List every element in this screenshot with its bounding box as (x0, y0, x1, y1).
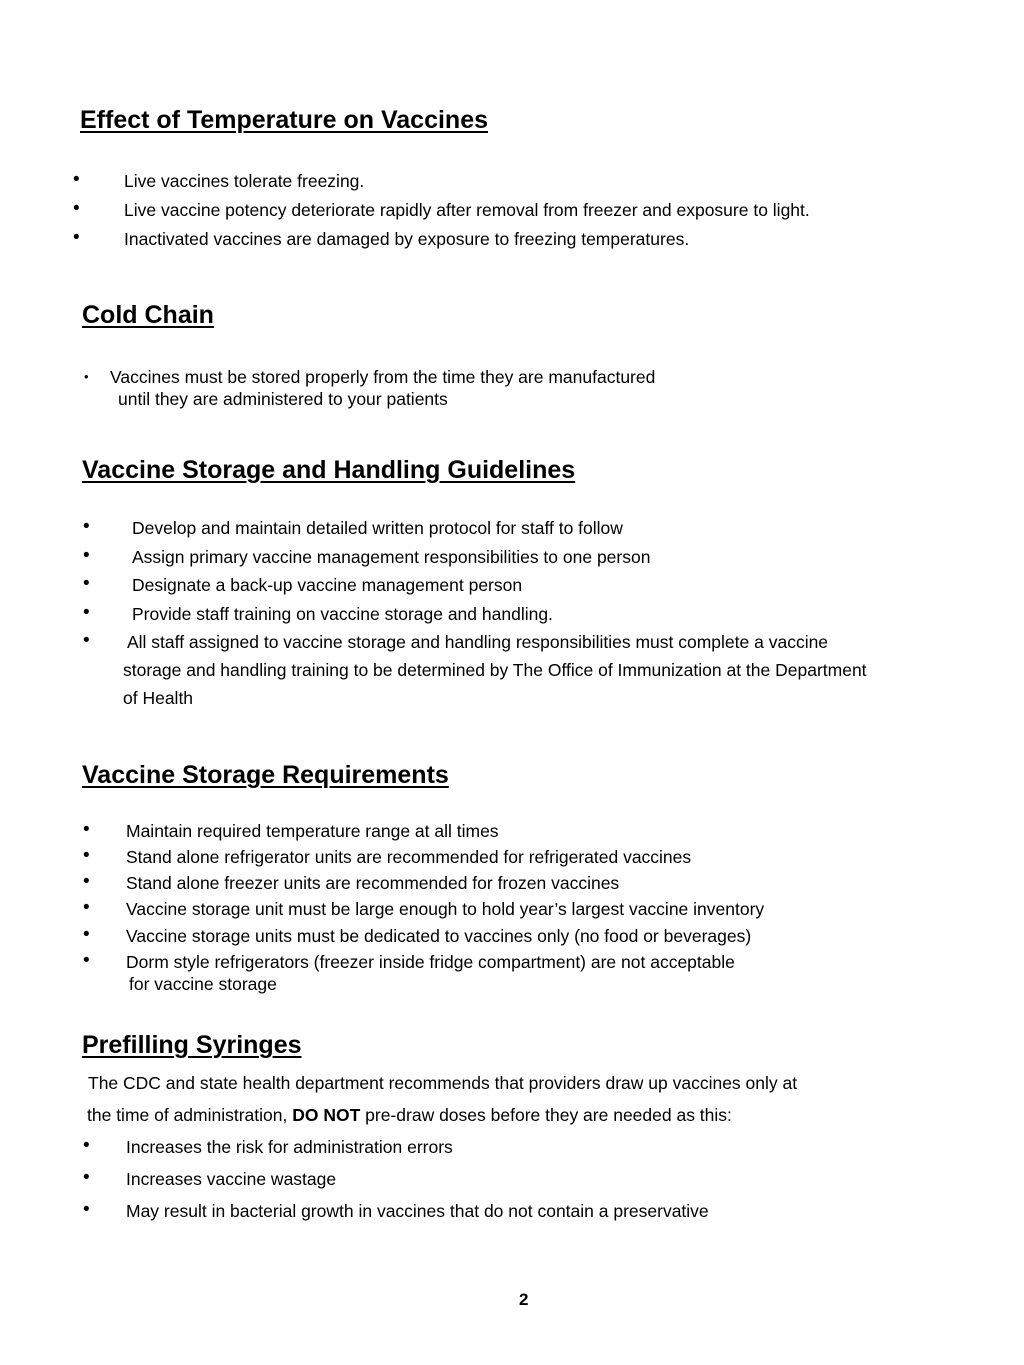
heading-cold-chain: Cold Chain (82, 301, 214, 329)
bullet: • (83, 545, 90, 566)
list-item-temperature-2: Live vaccine potency deteriorate rapidly after removal from freezer and exposure to light. (124, 200, 810, 220)
list-item-guidelines-5-line-3: of Health (123, 688, 194, 708)
list-item-requirements-3: Stand alone freezer units are recommended for frozen vaccines (126, 873, 620, 893)
bullet: • (73, 169, 80, 190)
list-item-guidelines-5-line-2: storage and handling training to be determined by The Office of Immunization at the Department (123, 660, 867, 680)
bullet: • (83, 1135, 90, 1156)
prefilling-intro-line-1: The CDC and state health department recommends that providers draw up vaccines only at (88, 1073, 798, 1093)
bullet: • (73, 227, 80, 248)
list-item-guidelines-2: Assign primary vaccine management responsibilities to one person (132, 547, 651, 567)
list-item-prefilling-1: Increases the risk for administration errors (126, 1137, 453, 1157)
heading-temperature: Effect of Temperature on Vaccines (80, 106, 488, 134)
list-item-guidelines-5-line-1: All staff assigned to vaccine storage and handling responsibilities must complete a vaccine (127, 632, 829, 652)
bullet: • (83, 950, 90, 971)
list-item-requirements-1: Maintain required temperature range at all times (126, 821, 499, 841)
list-item-cold-chain-line-2: until they are administered to your patients (118, 389, 448, 409)
list-item-temperature-1: Live vaccines tolerate freezing. (124, 171, 365, 191)
list-item-requirements-5: Vaccine storage units must be dedicated to vaccines only (no food or beverages) (126, 926, 752, 946)
list-item-cold-chain-line-1: Vaccines must be stored properly from the time they are manufactured (110, 367, 656, 387)
prefilling-intro-line-2-end: pre-draw doses before they are needed as this: (360, 1105, 732, 1125)
list-item-guidelines-1: Develop and maintain detailed written protocol for staff to follow (132, 518, 623, 538)
list-item-requirements-6-line-2: for vaccine storage (129, 974, 277, 994)
do-not-emphasis: DO NOT (292, 1105, 361, 1125)
list-item-requirements-2: Stand alone refrigerator units are recommended for refrigerated vaccines (126, 847, 692, 867)
bullet: • (83, 1167, 90, 1188)
bullet: • (83, 573, 90, 594)
bullet: • (83, 897, 90, 918)
bullet: • (83, 819, 90, 840)
bullet: • (83, 845, 90, 866)
bullet: • (83, 871, 90, 892)
page-number: 2 (519, 1290, 529, 1309)
bullet: • (83, 924, 90, 945)
list-item-guidelines-3: Designate a back-up vaccine management person (132, 575, 523, 595)
heading-requirements: Vaccine Storage Requirements (82, 761, 449, 789)
prefilling-intro-line-2 (87, 1104, 732, 1126)
bullet: • (73, 198, 80, 219)
list-item-requirements-4: Vaccine storage unit must be large enough to hold year’s largest vaccine inventory (126, 899, 765, 919)
bullet: • (84, 369, 89, 384)
prefilling-intro-line-2-start: the time of administration, (87, 1105, 293, 1125)
bullet: • (83, 516, 90, 537)
list-item-prefilling-2: Increases vaccine wastage (126, 1169, 337, 1189)
bullet: • (83, 630, 90, 651)
heading-guidelines: Vaccine Storage and Handling Guidelines (82, 456, 576, 484)
list-item-requirements-6-line-1: Dorm style refrigerators (freezer inside fridge compartment) are not acceptable (126, 952, 735, 972)
heading-prefilling: Prefilling Syringes (82, 1031, 302, 1059)
list-item-prefilling-3: May result in bacterial growth in vaccines that do not contain a preservative (126, 1201, 709, 1221)
list-item-temperature-3: Inactivated vaccines are damaged by exposure to freezing temperatures. (124, 229, 690, 249)
list-item-guidelines-4: Provide staff training on vaccine storage and handling. (132, 604, 553, 624)
bullet: • (83, 602, 90, 623)
bullet: • (83, 1199, 90, 1220)
